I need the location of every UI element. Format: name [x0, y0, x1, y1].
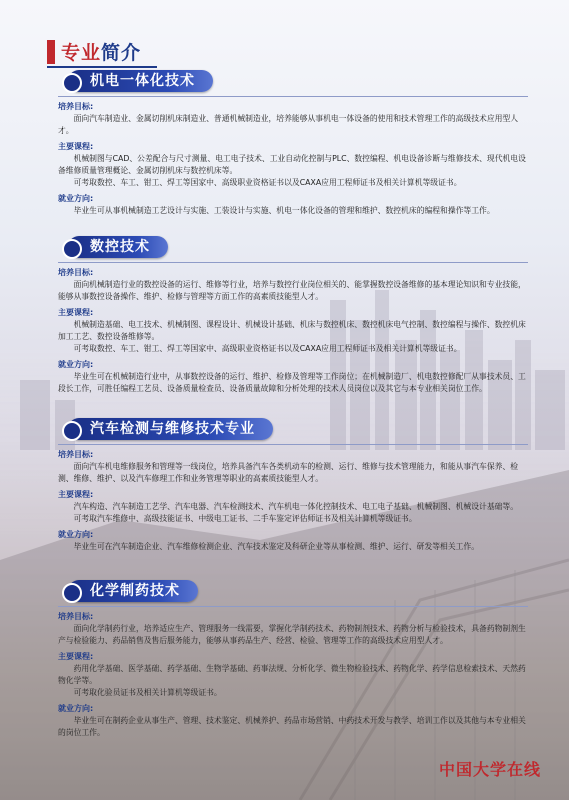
course-text: 汽车构造、汽车制造工艺学、汽车电器、汽车检测技术、汽车机电一体化控制技术、电工电子基础、机械制图、机械设计基础等。 — [73, 502, 519, 511]
section-rule — [58, 606, 528, 607]
cert-text: 可考取化验员证书及相关计算机等级证书。 — [73, 688, 222, 697]
header-accent-bar — [47, 40, 55, 64]
course-label: 主要课程: — [58, 142, 94, 151]
cert-text: 可考取数控、车工、钳工、焊工等国家中、高级职业资格证书以及CAXA应用工程师证书及相关计算机等级证书。 — [73, 178, 462, 187]
section-title-banner: 数控技术 — [68, 236, 168, 258]
brand-logo-text: 中国大学在线 — [438, 760, 541, 779]
course-text: 机械制图与CAD、公差配合与尺寸测量、电工电子技术、工业自动化控制与PLC、数控编程、机电设备诊断与维修技术、现代机电设备维修质量管理概论、金属切削机床与数控机床等。 — [58, 154, 526, 175]
course-label: 主要课程: — [58, 652, 94, 661]
goal-label: 培养目标: — [58, 268, 94, 277]
page-title-part1: 专业 — [61, 42, 102, 64]
job-label: 就业方向: — [58, 194, 94, 203]
section-rule — [58, 444, 528, 445]
job-label: 就业方向: — [58, 704, 94, 713]
job-label: 就业方向: — [58, 530, 94, 539]
course-label: 主要课程: — [58, 490, 94, 499]
goal-label: 培养目标: — [58, 102, 94, 111]
cert-text: 可考取汽车维修中、高级技能证书、中级电工证书、二手车鉴定评估师证书及相关计算机等级证书。 — [73, 514, 417, 523]
section-rule — [58, 262, 528, 263]
page-header — [47, 38, 141, 65]
goal-text: 面向机械制造行业的数控设备的运行、维修等行业，培养与数控行业岗位相关的、能掌握数控设备维修的基本理论知识和专业技能，能够从事数控设备操作、维护、检修与管理等方面工作的高素质技能型人才。 — [58, 280, 526, 301]
section-title-banner: 汽车检测与维修技术专业 — [68, 418, 273, 440]
section-pharma — [58, 580, 528, 739]
header-underline — [47, 66, 157, 68]
course-text: 机械制造基础、电工技术、机械制图、课程设计、机械设计基础、机床与数控机床、数控机床电气控制、数控编程与操作、数控机床加工工艺、数控设备维修等。 — [58, 320, 526, 341]
section-title-banner: 机电一体化技术 — [68, 70, 213, 92]
job-text: 毕业生可在制药企业从事生产、管理、技术鉴定、机械养护、药品市场营销、中药技术开发与教学、培训工作以及其他与本专业相关的岗位工作。 — [58, 716, 526, 737]
job-text: 毕业生可从事机械制造工艺设计与实施、工装设计与实施、机电一体化设备的管理和维护、数控机床的编程和操作等工作。 — [73, 206, 495, 215]
section-cnc — [58, 236, 528, 395]
section-automotive — [58, 418, 528, 553]
job-text: 毕业生可在汽车制造企业、汽车维修检测企业、汽车技术鉴定及科研企业等从事检测、维护、运行、研发等相关工作。 — [73, 542, 480, 551]
goal-label: 培养目标: — [58, 450, 94, 459]
goal-text: 面向化学制药行业，培养适应生产、管理服务一线需要，掌握化学制药技术、药物制剂技术、药物分析与检验技术，具备药物制剂生产与检验能力、药品销售及售后服务能力，能够从事药品生产、经营、检验、管理等工作的高级技术应用型人才。 — [58, 624, 526, 645]
section-title-banner: 化学制药技术 — [68, 580, 198, 602]
goal-text: 面向汽车制造业、金属切削机床制造业、普通机械制造业，培养能够从事机电一体设备的使用和技术管理工作的高级技术应用型人才。 — [58, 114, 519, 135]
job-text: 毕业生可在机械制造行业中，从事数控设备的运行、维护、检修及管理等工作岗位；在机械制造厂、机电数控修配厂从事技术员、工段长工作，可胜任编程工艺员、设备质量检查员、设备质量故障和分析处理的技术人员岗位以及其它与本专业相关岗位工作。 — [58, 372, 526, 393]
goal-text: 面向汽车机电维修服务和管理等一线岗位，培养具备汽车各类机动车的检测、运行、维修与技术管理能力，和能从事汽车保养、检测、维修、维护、以及汽车修理工作和业务管理等职业的高素质技能型人才。 — [58, 462, 519, 483]
course-text: 药用化学基础、医学基础、药学基础、生物学基础、药事法规、分析化学、微生物检验技术、药物化学、药学信息检索技术、天然药物化学等。 — [58, 664, 526, 685]
cert-text: 可考取数控、车工、钳工、焊工等国家中、高级职业资格证书以及CAXA应用工程师证书及相关计算机等级证书。 — [73, 344, 462, 353]
goal-label: 培养目标: — [58, 612, 94, 621]
section-rule — [58, 96, 528, 97]
course-label: 主要课程: — [58, 308, 94, 317]
section-mechatronics — [58, 70, 528, 217]
page-title-part2: 简介 — [101, 42, 142, 64]
job-label: 就业方向: — [58, 360, 94, 369]
